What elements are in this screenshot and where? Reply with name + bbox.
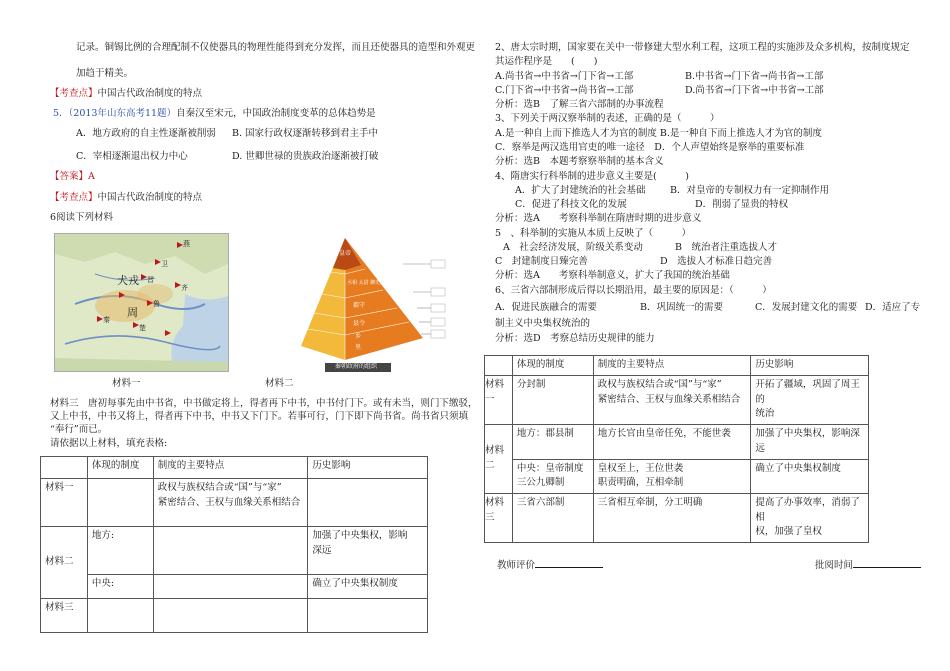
table-row <box>485 459 869 493</box>
row-label: 材料一 <box>485 376 513 425</box>
sub-label: 地方: <box>87 527 153 575</box>
q5-option-a: A．地方政府的自主性逐渐被削弱 <box>76 128 216 139</box>
effect-cell: 加强了中央集权，影响深远 <box>751 425 869 459</box>
caption-material-1: 材料一 <box>112 378 141 389</box>
r-q2-option-c: C.门下省→中书省→尚书省→工部 <box>495 85 634 96</box>
r-q6-option-b: B．巩固统一的需要 <box>640 302 723 313</box>
r-q6-option-d: D．适应了专 <box>865 302 921 313</box>
r-q4-option-a: A．扩大了封建统治的社会基础 <box>515 185 646 196</box>
r-q4-analysis: 分析：选A 考察科举制在隋唐时期的进步意义 <box>495 213 702 224</box>
table-instruction: 请依据以上材料，填充表格: <box>50 438 168 449</box>
table-row <box>41 479 428 527</box>
row-label: 材料三 <box>485 494 513 543</box>
kaodian-2 <box>50 192 202 204</box>
answer-label: 【答案】 <box>50 171 89 182</box>
r-q3-options-cd: C．察举是两汉选用官吏的唯一途径 D．个人声望始终是察举的重要标准 <box>495 142 805 153</box>
effect-cell: 提高了办事效率，消弱了相 权，加强了皇权 <box>751 494 869 543</box>
kaodian-label: 【考查点】 <box>50 192 98 203</box>
r-q2-analysis: 分析：选B 了解三省六部制的办事流程 <box>495 99 664 110</box>
row-label: 材料一 <box>41 479 88 527</box>
r-q5-option-b: B 统治者注重选拔人才 <box>675 242 777 253</box>
r-q2-option-a: A.尚书省→中书省→门下省→工部 <box>495 71 634 82</box>
r-q3-options-ab: A.是一种自上而下推选人才为官的制度 B.是一种自下而上推选人才为官的制度 <box>495 128 822 139</box>
feature-cell: 地方长官由皇帝任免，不能世袭 <box>593 425 751 459</box>
table-row <box>485 376 869 425</box>
answer-cell[interactable] <box>87 599 153 633</box>
q5-option-d: D. 世卿世禄的贵族政治逐渐被打破 <box>232 151 379 162</box>
r-q5-option-a: A 社会经济发展，阶级关系变动 <box>503 242 643 253</box>
intro-line-1: 记录。铜锡比例的合理配制不仅使器具的物理性能得到充分发挥，而且还使器具的造型和外观更 <box>76 42 476 53</box>
caption-material-2: 材料二 <box>265 378 294 389</box>
fill-in-table <box>40 456 428 633</box>
teacher-eval-label: 教师评价 <box>497 560 536 571</box>
row-label: 材料二 <box>485 425 513 494</box>
r-q3-stem: 3、下列关于两汉察举制的表述，正确的是（ ） <box>495 113 720 124</box>
header-effect: 历史影响 <box>308 457 428 479</box>
answer-cell[interactable] <box>308 599 428 633</box>
pyramid-graphic <box>283 234 453 374</box>
intro-line-2: 加趋于精美。 <box>76 68 134 79</box>
teacher-evaluation <box>497 557 603 572</box>
map-label-quanrong: 犬戎 <box>117 274 139 287</box>
header-blank <box>485 356 513 376</box>
q5-option-c: C．宰相逐渐退出权力中心 <box>76 151 188 162</box>
header-features: 制度的主要特点 <box>593 356 751 376</box>
r-q3-analysis: 分析：选B 本题考察察举制的基本含义 <box>495 156 664 167</box>
feature-cell: 三省相互牵制，分工明确 <box>593 494 751 543</box>
r-q5-option-c: C 封建制度日臻完善 <box>495 256 588 267</box>
pyramid-caption: 秦朝政府的组织 <box>335 363 378 370</box>
r-q6-stem: 6、三省六部制形成后得以长期沿用，最主要的原因是：（ ） <box>495 285 772 296</box>
r-q4-stem: 4、隋唐实行科举制的进步意义主要是( ) <box>495 171 689 182</box>
r-q2-line-2: 其运作程序是 ( ) <box>495 56 598 67</box>
kaodian-1 <box>50 88 202 100</box>
r-q4-option-b: B．对皇帝的专制权力有一定抑制作用 <box>670 185 829 196</box>
r-q6-option-d-cont: 制主义中央集权统治的 <box>495 318 591 329</box>
header-features: 制度的主要特点 <box>153 457 308 479</box>
answer-value: A <box>88 171 95 182</box>
pyramid-emperor: 皇帝 <box>339 250 352 257</box>
table-row <box>41 599 428 633</box>
r-q4-option-d: D．削弱了显贵的特权 <box>695 199 789 210</box>
map-graphic <box>55 234 228 371</box>
question-6-title: 6阅读下列材料 <box>50 212 114 223</box>
q5-source: 2013年山东高考11题 <box>73 108 167 119</box>
map-label-qin: 秦 <box>103 316 110 324</box>
pyramid-level-5: 里 <box>355 344 362 351</box>
system-cell: 中央：皇帝制度 三公九卿制 <box>512 459 593 493</box>
table-row <box>41 575 428 599</box>
answer-cell[interactable] <box>153 527 308 575</box>
kaodian-text: 中国古代政治制度的特点 <box>97 192 203 203</box>
feature-cell: 政权与族权结合或“国”与“家” 紧密结合、王权与血缘关系相结合 <box>153 479 308 527</box>
r-q4-option-c: C．促进了科技文化的发展 <box>515 199 627 210</box>
system-cell: 三省六部制 <box>512 494 593 543</box>
pyramid-level-3: 县令 <box>353 320 366 327</box>
question-5 <box>53 108 376 120</box>
header-effect: 历史影响 <box>751 356 869 376</box>
r-q5-stem: 5 、科举制的实施从本质上反映了（ ） <box>495 228 692 239</box>
sub-label: 中央: <box>87 575 153 599</box>
table-row <box>485 494 869 543</box>
effect-cell: 确立了中央集权制度 <box>308 575 428 599</box>
material-3-line-2: 又上中书，中书又将上，得者再下中书，中书又下门下。若事可行，门下即下尚书省。尚书省只须填 <box>50 411 469 422</box>
effect-cell: 加强了中央集权，影响 深远 <box>308 527 428 575</box>
table-header-row <box>485 356 869 376</box>
q5-close: ） <box>166 108 177 119</box>
table-row <box>41 527 428 575</box>
effect-cell: 确立了中央集权制度 <box>751 459 869 493</box>
answer-table <box>484 355 869 543</box>
q5-option-b: B. 国家行政权逐渐转移到君主手中 <box>232 128 379 139</box>
r-q5-option-d: D 选拔人才标准日趋完善 <box>660 256 773 267</box>
header-system: 体现的制度 <box>512 356 593 376</box>
map-label-zhou: 周 <box>127 306 138 319</box>
review-time-blank[interactable] <box>853 557 921 568</box>
q5-stem: 自秦汉至宋元，中国政治制度变革的总体趋势是 <box>176 108 376 119</box>
answer <box>50 171 95 183</box>
table-row <box>485 425 869 459</box>
r-q5-analysis: 分析：选A 考察科举制意义，扩大了我国的统治基础 <box>495 270 730 281</box>
r-q6-option-a: A．促进民族融合的需要 <box>495 302 597 313</box>
map-label-lu: 鲁 <box>153 300 160 308</box>
effect-cell: 开拓了疆域，巩固了周王的 统治 <box>751 376 869 425</box>
feature-cell: 政权与族权结合或“国”与“家” 紧密结合、王权与血缘关系相结合 <box>593 376 751 425</box>
kaodian-text: 中国古代政治制度的特点 <box>97 88 203 99</box>
material-3-line-3: “奉行”而已。 <box>50 424 108 435</box>
answer-cell[interactable] <box>308 479 428 527</box>
teacher-eval-blank[interactable] <box>535 557 603 568</box>
r-q2-option-d: D.尚书省→门下省→中书省→工部 <box>685 85 824 96</box>
r-q2-line-1: 2、唐太宗时期，国家要在关中一带修建大型水利工程，这项工程的实施涉及众多机构，按制度规定 <box>495 42 910 53</box>
review-time <box>815 557 921 572</box>
table-header-row <box>41 457 428 479</box>
answer-cell[interactable] <box>87 479 153 527</box>
map-label-qi: 齐 <box>181 284 188 292</box>
material-3-line-1: 材料三 唐初每事先由中书省，中书做定将上，得者再下中书，中书付门下。或有未当，则门下缴驳， <box>50 398 478 409</box>
system-cell: 分封制 <box>512 376 593 425</box>
feature-cell: 皇权至上，王位世袭 职责明确，互相牵制 <box>593 459 751 493</box>
r-q6-option-c: C．发展封建文化的需要 <box>755 302 858 313</box>
header-system: 体现的制度 <box>87 457 153 479</box>
row-label: 材料二 <box>41 527 88 599</box>
header-blank <box>41 457 88 479</box>
r-q6-analysis: 分析：选D 考察总结历史规律的能力 <box>495 333 655 344</box>
pyramid-level-2: 郡守 <box>353 302 366 309</box>
pyramid-level-1: 丞相 太尉 御史大夫 <box>347 280 391 286</box>
answer-cell[interactable] <box>153 575 308 599</box>
map-label-chu: 楚 <box>139 324 146 332</box>
row-label: 材料三 <box>41 599 88 633</box>
review-time-label: 批阅时间 <box>815 560 854 571</box>
map-label-yan: 燕 <box>183 240 190 248</box>
r-q2-option-b: B.中书省→门下省→尚书省→工部 <box>685 71 824 82</box>
answer-cell[interactable] <box>153 599 308 633</box>
pyramid-level-4: 乡 <box>355 333 362 340</box>
qin-government-pyramid <box>283 234 453 374</box>
zhou-fengjian-map <box>54 233 229 372</box>
kaodian-label: 【考查点】 <box>50 88 98 99</box>
system-cell: 地方：郡县制 <box>512 425 593 459</box>
q5-num: 5．（ <box>53 108 74 119</box>
map-label-jin: 晋 <box>147 276 154 284</box>
map-label-wei: 卫 <box>161 260 168 268</box>
